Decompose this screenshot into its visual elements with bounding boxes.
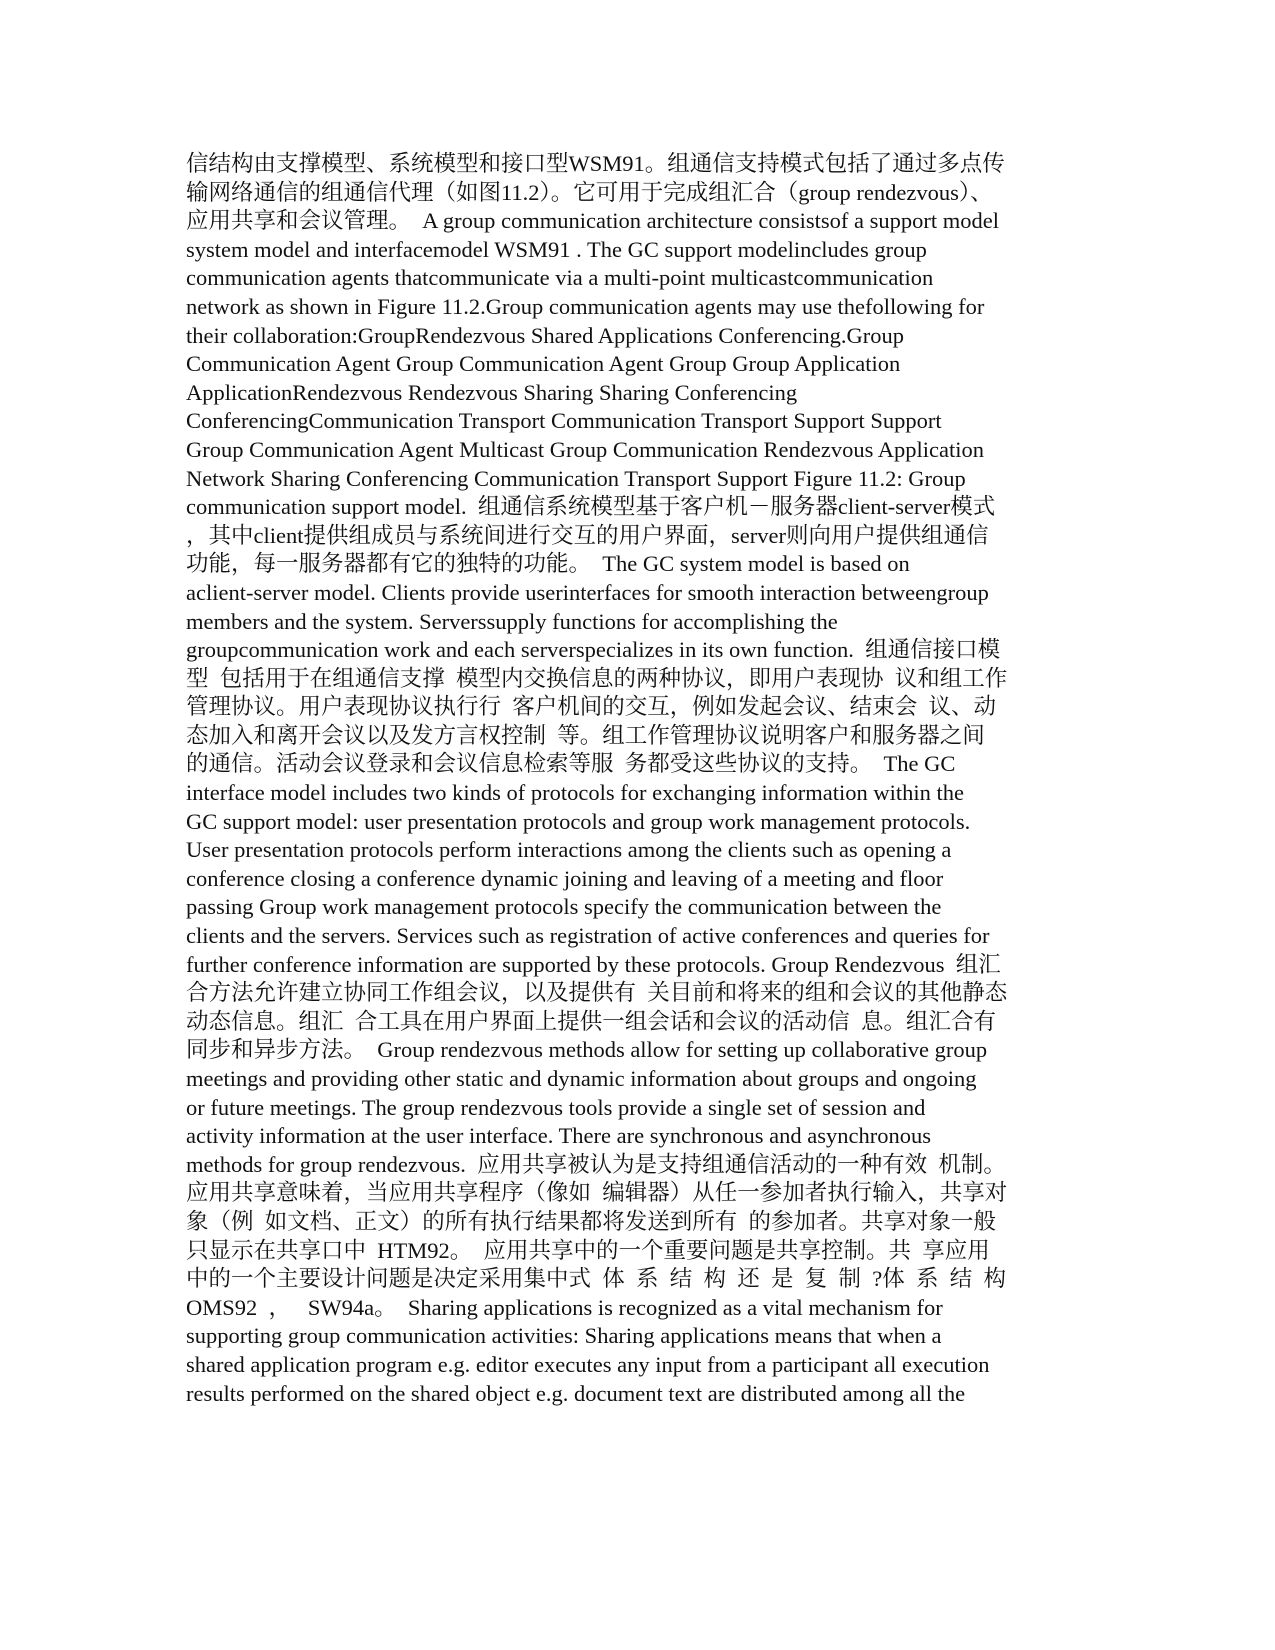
text-line: 应用共享和会议管理。 A group communication architecture consistsof a support model: [186, 208, 999, 234]
text-line: 只显示在共享口中 HTM92。 应用共享中的一个重要问题是共享控制。共 享应用: [186, 1237, 990, 1263]
text-line: 动态信息。组汇 合工具在用户界面上提供一组会话和会议的活动信 息。组汇合有: [186, 1008, 997, 1034]
text-line: meetings and providing other static and dynamic information about groups and ongoing: [186, 1066, 977, 1091]
text-line: activity information at the user interface. There are synchronous and asynchronous: [186, 1123, 931, 1149]
text-line: communication support model. 组通信系统模型基于客户机－服务器client-server模式: [186, 494, 996, 520]
text-line: 功能，每一服务器都有它的独特的功能。 The GC system model is based on: [186, 551, 910, 577]
text-line: further conference information are supported by these protocols. Group Rendezvous 组汇: [186, 951, 1001, 977]
text-line: Network Sharing Conferencing Communication Transport Support Figure 11.2: Group: [186, 465, 966, 491]
text-line: passing Group work management protocols specify the communication between the: [186, 894, 942, 920]
text-line: 同步和异步方法。 Group rendezvous methods allow for setting up collaborative group: [186, 1037, 988, 1063]
text-line: 的通信。活动会议登录和会议信息检索等服 务都受这些协议的支持。 The GC: [186, 751, 956, 777]
text-line: 型 包括用于在组通信支撑 模型内交换信息的两种协议，即用户表现协 议和组工作: [186, 665, 1008, 691]
text-line: supporting group communication activities: Sharing applications means that when a: [186, 1323, 942, 1349]
text-line: Communication Agent Group Communication Agent Group Group Application: [186, 351, 901, 377]
body-text: [186, 150, 1086, 1408]
text-line: or future meetings. The group rendezvous tools provide a single set of session and: [186, 1094, 926, 1120]
text-line: 管理协议。用户表现协议执行行 客户机间的交互，例如发起会议、结束会 议、动: [186, 694, 997, 720]
text-line: clients and the servers. Services such as registration of active conferences and queries for: [186, 923, 990, 949]
text-line: members and the system. Serverssupply functions for accomplishing the: [186, 608, 838, 634]
text-line: methods for group rendezvous. 应用共享被认为是支持组通信活动的一种有效 机制。: [186, 1151, 1006, 1177]
text-line: ，其中client提供组成员与系统间进行交互的用户界面，server则向用户提供组通信: [186, 522, 989, 548]
text-line: 中的一个主要设计问题是决定采用集中式 体 系 结 构 还 是 复 制 ?体 系 结 构: [186, 1266, 1006, 1292]
text-line: interface model includes two kinds of protocols for exchanging information within the: [186, 780, 964, 806]
text-line: groupcommunication work and each serverspecializes in its own function. 组通信接口模: [186, 637, 1001, 663]
text-line: 态加入和离开会议以及发方言权控制 等。组工作管理协议说明客户和服务器之间: [186, 722, 985, 748]
text-line: shared application program e.g. editor executes any input from a participant all execution: [186, 1351, 990, 1377]
text-line: system model and interfacemodel WSM91 . The GC support modelincludes group: [186, 236, 927, 262]
text-line: Group Communication Agent Multicast Group Communication Rendezvous Application: [186, 436, 985, 462]
text-line: 输网络通信的组通信代理（如图11.2）。它可用于完成组汇合（group rendezvous）、: [186, 179, 993, 205]
text-line: aclient-server model. Clients provide userinterfaces for smooth interaction betweengroup: [186, 579, 989, 605]
text-line: ConferencingCommunication Transport Communication Transport Support Support: [186, 408, 942, 434]
text-line: 象（例 如文档、正文）的所有执行结果都将发送到所有 的参加者。共享对象一般: [186, 1208, 997, 1234]
text-line: OMS92 ， SW94a。 Sharing applications is recognized as a vital mechanism for: [186, 1294, 943, 1320]
text-line: their collaboration:GroupRendezvous Shared Applications Conferencing.Group: [186, 322, 904, 348]
text-line: User presentation protocols perform interactions among the clients such as opening a: [186, 837, 952, 863]
text-line: 合方法允许建立协同工作组会议，以及提供有 关目前和将来的组和会议的其他静态: [186, 980, 1008, 1006]
text-line: 应用共享意味着，当应用共享程序（像如 编辑器）从任一参加者执行输入，共享对: [186, 1180, 1008, 1206]
text-line: ApplicationRendezvous Rendezvous Sharing Sharing Conferencing: [186, 379, 798, 405]
text-line: GC support model: user presentation protocols and group work management protocols.: [186, 808, 971, 834]
text-line: results performed on the shared object e.g. document text are distributed among all the: [186, 1380, 966, 1406]
text-line: conference closing a conference dynamic joining and leaving of a meeting and floor: [186, 865, 944, 891]
text-line: communication agents thatcommunicate via a multi-point multicastcommunication: [186, 265, 934, 291]
text-line: 信结构由支撑模型、系统模型和接口型WSM91。组通信支持模式包括了通过多点传: [186, 151, 1005, 176]
text-line: network as shown in Figure 11.2.Group communication agents may use thefollowing for: [186, 293, 985, 319]
